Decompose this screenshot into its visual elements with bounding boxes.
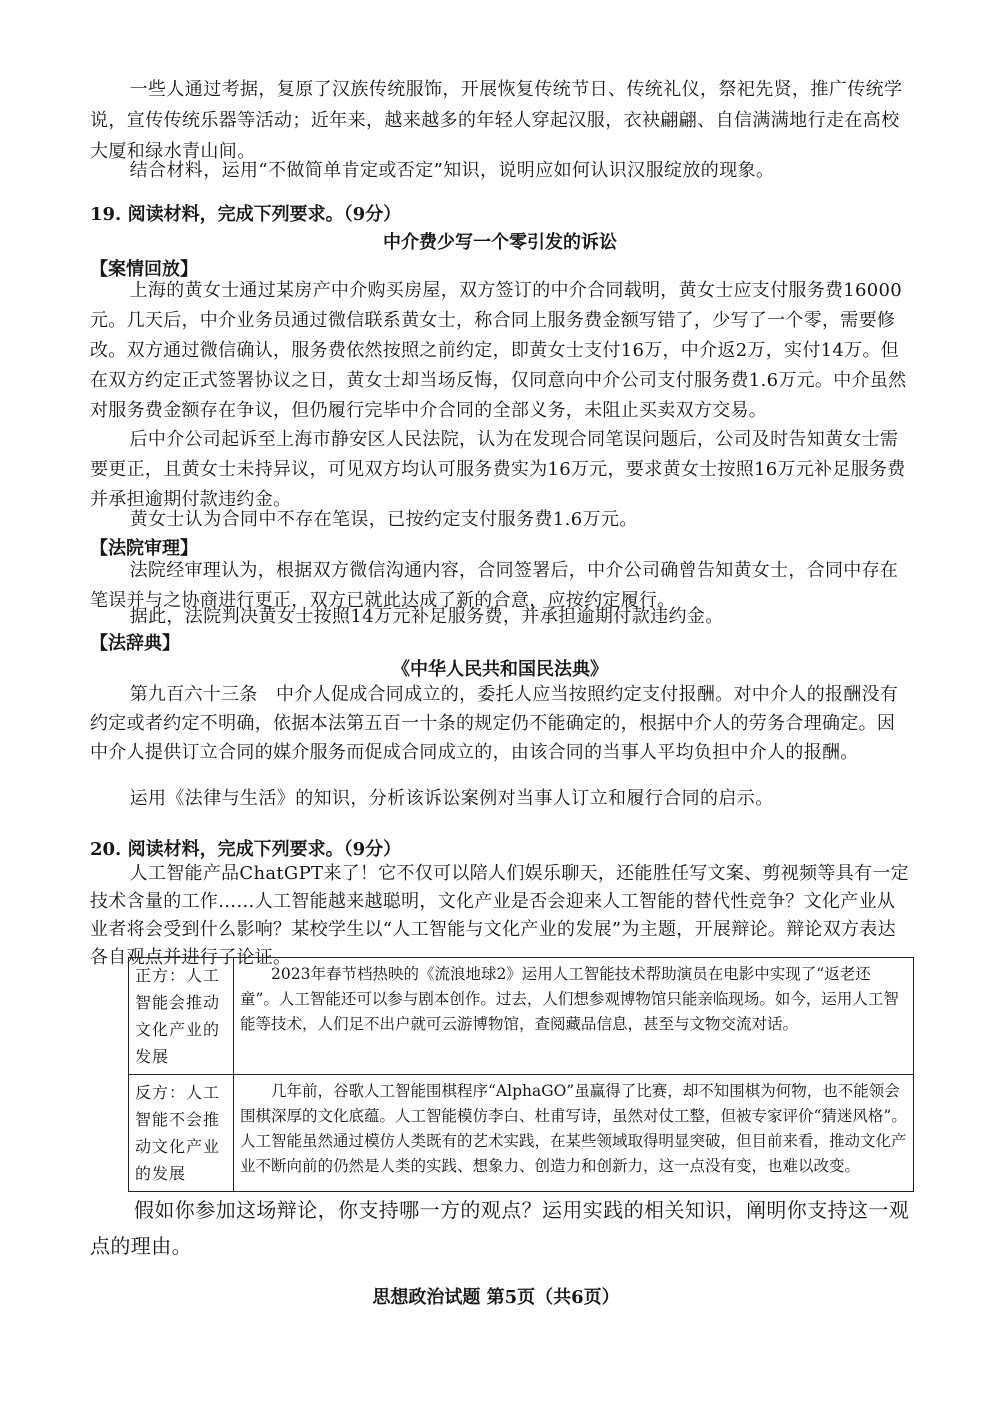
table-row bbox=[129, 1075, 914, 1192]
con-side-content: 几年前，谷歌人工智能围棋程序“AlphaGO”虽赢得了比赛，却不知围棋为何物，也不能领会围棋深厚的文化底蕴。人工智能模仿李白、杜甫写诗，虽然对仗工整，但被专家评价“猜迷风格”。人工智能虽然通过模仿人类既有的艺术实践，在某些领域取得明显突破，但目前来看，推动文化产业不断向前的仍然是人类的实践、想象力、创造力和创新力，这一点没有变，也难以改变。 bbox=[234, 1075, 914, 1192]
pro-side-content: 2023年春节档热映的《流浪地球2》运用人工智能技术帮助演员在电影中实现了“返老还童”。人工智能还可以参与剧本创作。过去，人们想参观博物馆只能亲临现场。如今，运用人工智能等技术，人们足不出户就可云游博物馆，查阅藏品信息，甚至与文物交流对话。 bbox=[234, 958, 914, 1075]
q19-case-label: 【案情回放】 bbox=[90, 259, 198, 280]
q19-court-label: 【法院审理】 bbox=[90, 538, 198, 559]
q19-case-paragraph-2: 后中介公司起诉至上海市静安区人民法院，认为在发现合同笔误问题后，公司及时告知黄女士需要更正，且黄女士未持异议，可见双方均认可服务费实为16万元，要求黄女士按照16万元补足服务费并承担逾期付款违约金。 bbox=[90, 429, 906, 510]
q19-header: 19. 阅读材料，完成下列要求。（9分） bbox=[90, 204, 402, 225]
q19-law-text: 第九百六十三条 中介人促成合同成立的，委托人应当按照约定支付报酬。对中介人的报酬没有约定或者约定不明确，依据本法第五百一十条的规定仍不能确定的，根据中介人的劳务合理确定。因中介人提供订立合同的媒介服务而促成合同成立的，由该合同的当事人平均负担中介人的报酬。 bbox=[90, 684, 899, 763]
q19-law-title: 《中华人民共和国民法典》 bbox=[392, 659, 608, 680]
q19-case-paragraph-1: 上海的黄女士通过某房产中介购买房屋，双方签订的中介合同载明，黄女士应支付服务费16000元。几天后，中介业务员通过微信联系黄女士，称合同上服务费金额写错了，少写了一个零，需要修改。双方通过微信确认，服务费依然按照之前约定，即黄女士支付16万，中介返2万，实付14万。但在双方约定正式签署协议之日，黄女士却当场反悔，仅同意向中介公司支付服务费1.6万元。中介虽然对服务费金额存在争议，但仍履行完毕中介合同的全部义务，未阻止买卖双方交易。 bbox=[90, 280, 907, 421]
debate-table bbox=[128, 957, 914, 1192]
q19-law-label: 【法辞典】 bbox=[90, 633, 180, 654]
q19-court-paragraph-1: 法院经审理认为，根据双方微信沟通内容，合同签署后，中介公司确曾告知黄女士，合同中存在笔误并与之协商进行更正，双方已就此达成了新的合意，应按约定履行。 bbox=[90, 560, 899, 611]
con-side-label: 反方：人工智能不会推动文化产业的发展 bbox=[129, 1075, 234, 1192]
q19-question: 运用《法律与生活》的知识，分析该诉讼案例对当事人订立和履行合同的启示。 bbox=[129, 788, 774, 809]
q19-title: 中介费少写一个零引发的诉讼 bbox=[383, 232, 617, 253]
q18-paragraph: 一些人通过考据，复原了汉族传统服饰，开展恢复传统节日、传统礼仪，祭祀先贤，推广传统学说，宣传传统乐器等活动；近年来，越来越多的年轻人穿起汉服，衣袂翩翩、自信满满地行走在高校大厦和绿水青山间。 bbox=[90, 79, 903, 162]
q18-question: 结合材料，运用“不做简单肯定或否定”知识，说明应如何认识汉服绽放的现象。 bbox=[129, 160, 775, 181]
pro-side-label: 正方：人工智能会推动文化产业的发展 bbox=[129, 958, 234, 1075]
q20-intro: 人工智能产品ChatGPT来了！它不仅可以陪人们娱乐聊天，还能胜任写文案、剪视频等具有一定技术含量的工作……人工智能越来越聪明，文化产业是否会迎来人工智能的替代性竞争？文化产业从业者将会受到什么影响？某校学生以“人工智能与文化产业的发展”为主题，开展辩论。辩论双方表达各自观点并进行了论证。 bbox=[90, 863, 909, 968]
table-row bbox=[129, 958, 914, 1075]
q20-question: 假如你参加这场辩论，你支持哪一方的观点？运用实践的相关知识，阐明你支持这一观点的理由。 bbox=[90, 1198, 910, 1258]
page-footer: 思想政治试题 第5页（共6页） bbox=[372, 1287, 620, 1308]
q19-court-paragraph-2: 据此，法院判决黄女士按照14万元补足服务费，并承担逾期付款违约金。 bbox=[129, 606, 724, 627]
q19-case-paragraph-3: 黄女士认为合同中不存在笔误，已按约定支付服务费1.6万元。 bbox=[129, 509, 638, 530]
q20-header: 20. 阅读材料，完成下列要求。（9分） bbox=[90, 839, 402, 860]
